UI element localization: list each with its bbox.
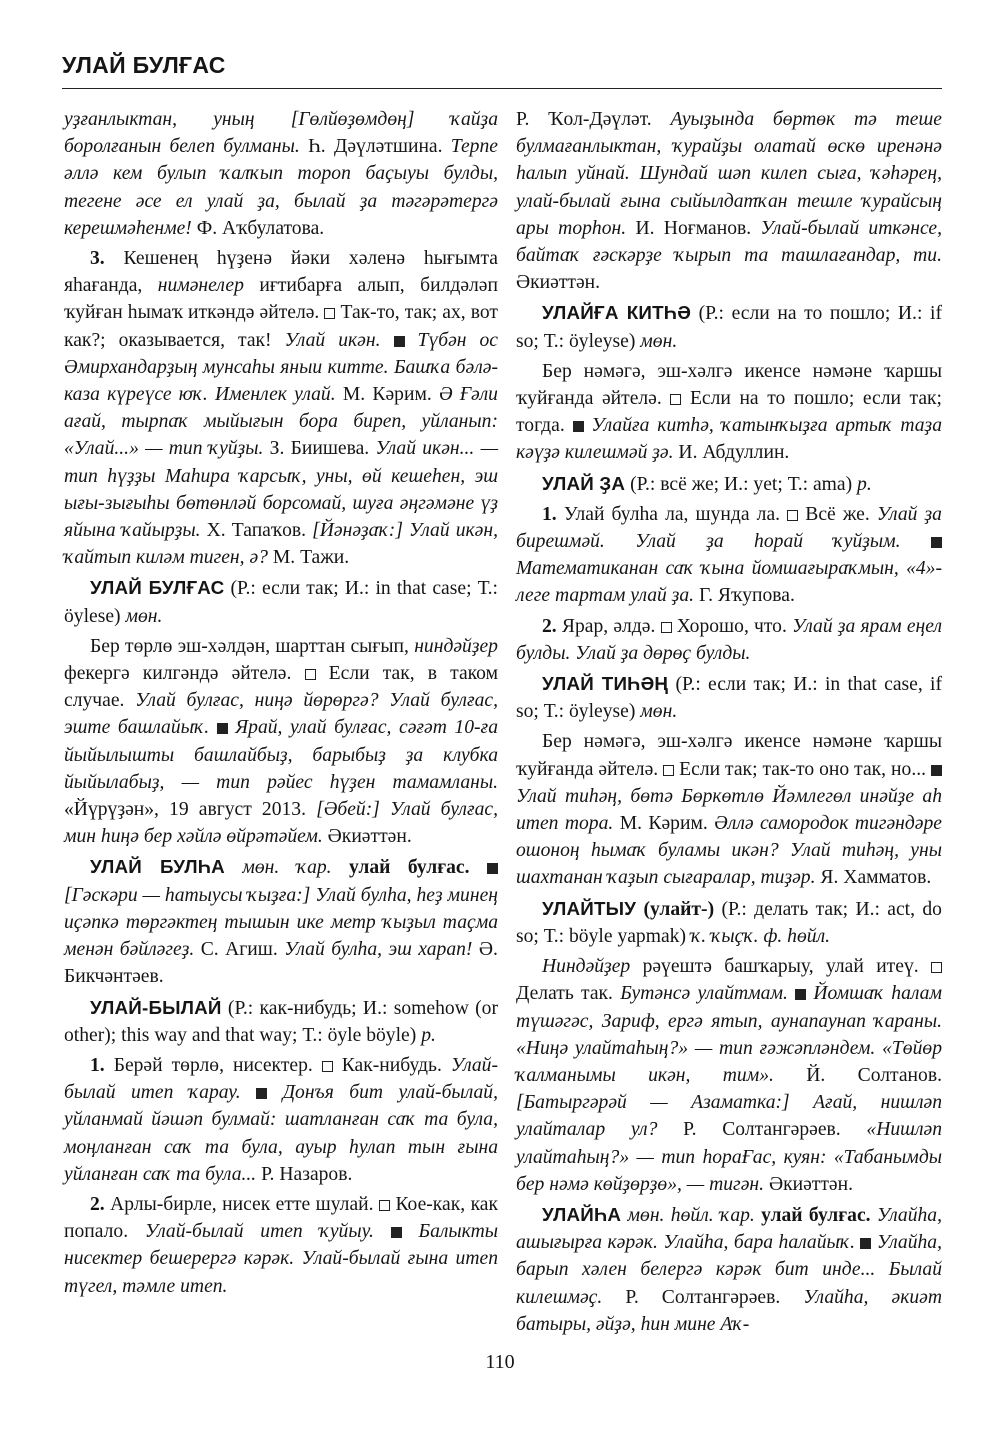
quote: Ә Ғәли ағай, тырпаҡ мыйығын бора биреп, уйланып: «Улай...» — тип ҡуйҙы. xyxy=(64,384,498,460)
quote: Улайға китһә, ҡатынҡыҙға артыҡ таҙа кәүҙә килешмәй ҙә. xyxy=(516,415,942,464)
part-of-speech: ҡ. ҡыҫҡ. ф. һөйл. xyxy=(690,925,831,947)
white-square-icon xyxy=(379,1194,390,1215)
author: «Йүрүҙән», 19 август 2013. xyxy=(64,799,306,821)
definition: Бер төрлө эш-хәлдән, шарттан сығып, xyxy=(90,635,409,657)
translation: Хорошо, что. xyxy=(676,615,787,637)
equivalents: (Р.: как-нибудь; И.: somehow (or other); this way and that way; Т.: öyle böyle) xyxy=(64,997,499,1046)
translation: Если на то пошло; если так; тогда. xyxy=(516,388,943,437)
author: М. Кәрим. xyxy=(342,384,432,406)
quote: Улай икән... — тип һүҙҙы Маһира ҡарсыҡ, уны, өй кешеһен, эш ығы-зығыһы бөтөнләй борсомай, шуға әңгәмәне үҙ яйына ҡайырҙы. xyxy=(64,438,498,542)
quote: Улай-былай иткәнсе, байтаҡ ғәскәрҙе ҡырып та ташлағандар, ти. xyxy=(516,217,942,267)
dictionary-entry xyxy=(516,470,942,498)
headword: УЛАЙ БУЛҺА xyxy=(90,856,225,878)
author: Ә. Бикчәнтәев. xyxy=(64,939,498,988)
headword: УЛАЙ БУЛҒАС xyxy=(90,577,225,599)
author: Әкиәттән. xyxy=(768,1173,853,1195)
author: Х. Тапаҡов. xyxy=(206,520,307,542)
author: Ф. Аҡбулатова. xyxy=(196,217,325,239)
cross-reference: улай булғас. xyxy=(761,1204,871,1226)
part-of-speech: р. xyxy=(421,1024,436,1046)
definition: Ярар, әлдә. xyxy=(561,615,656,637)
translation: Кое-как, как попало. xyxy=(64,1193,499,1243)
definition-paragraph xyxy=(64,633,498,851)
page-number: 110 xyxy=(485,1351,515,1373)
black-square-icon xyxy=(256,1082,267,1103)
black-square-icon xyxy=(795,983,806,1004)
definition-paragraph xyxy=(516,358,942,467)
author: Р. Солтангәрәев. xyxy=(625,1286,781,1308)
sense-paragraph xyxy=(64,1191,498,1300)
definition: Берәй төрлө, нисектер. xyxy=(113,1054,313,1076)
definition: Улай булһа ла, шунда ла. xyxy=(563,503,781,525)
quote: Математиканан саҡ ҡына йомшағыраҡмын, «4»-леге тартам улай ҙа. xyxy=(516,558,942,607)
author: М. Тажи. xyxy=(272,547,350,569)
quote: Йомшаҡ һалам түшәгәс, Зариф, ергә ятып, аунапаунап ҡараны. «Ниңә улайтаһың?» — тип ғәжәпләндем. «Төйөр ҡалманымы икән, тим». xyxy=(516,983,942,1086)
definition: Бер нәмәгә, эш-хәлгә икенсе нәмәне ҡаршы ҡуйғанда әйтелә. xyxy=(516,731,942,780)
sense-paragraph xyxy=(64,1052,498,1188)
italic-word: нимәнелер xyxy=(157,275,244,297)
sense-number: 2. xyxy=(90,1193,105,1215)
sense-number: 2. xyxy=(542,615,557,637)
dictionary-entry xyxy=(516,670,942,725)
sense-number: 1. xyxy=(90,1054,105,1076)
part-of-speech: мөн. һөйл. ҡар. xyxy=(627,1204,755,1226)
definition: Бер нәмәгә, эш-хәлгә икенсе нәмәне ҡаршы ҡуйғанда әйтелә. xyxy=(516,360,942,410)
black-square-icon xyxy=(217,717,228,738)
headword: УЛАЙТЫУ xyxy=(542,897,637,919)
dictionary-entry xyxy=(64,994,498,1049)
quote: Улай тиһәң, бөтә Бөркөтлө Йәмлегөл инәйҙе аһ итеп тора. xyxy=(516,785,942,835)
author: И. Абдуллин. xyxy=(678,442,790,464)
definition: рәүештә башҡарыу, улай итеү. xyxy=(642,956,919,978)
translation: Всё же. xyxy=(805,503,870,525)
part-of-speech: р. xyxy=(857,473,872,495)
example: Улай булғас, ниңә йөрөргә? Улай булғас, эште башлайыҡ. xyxy=(64,690,498,739)
quote: Әллә самородок тигәндәре ошоноң һымаҡ буламы икән? Улай тиһәң, уны шахтанан ҡаҙып сығаралар, тиҙәр. xyxy=(516,813,942,889)
quote: Улайһа, әкиәт батыры, әйҙә, һин мине Аҡ- xyxy=(516,1286,943,1335)
white-square-icon xyxy=(661,616,672,637)
dictionary-entry xyxy=(516,299,942,354)
author: Р. Солтангәрәев. xyxy=(683,1119,841,1141)
example: Улай икән. xyxy=(284,329,381,351)
equivalents: (Р.: делать так; И.: act, do so; Т.: böyle yapmak) xyxy=(516,898,942,947)
author: Г. Яҡупова. xyxy=(698,585,795,607)
equivalents: (Р.: если так; И.: in that case; Т.: öylese) xyxy=(64,578,498,627)
translation: Если так, в таком случае. xyxy=(64,663,498,712)
headword-stem: (улайт-) xyxy=(643,898,715,920)
black-square-icon xyxy=(573,415,584,436)
white-square-icon xyxy=(324,302,335,323)
example: Улай ҙа бирешмәй. Улай ҙа һорай ҡуйҙым. xyxy=(516,503,942,553)
quote: [Әбей:] Улай булғас, мин һиңә бер хәйлә өйрәтәйем. xyxy=(64,799,498,848)
sense-paragraph xyxy=(64,245,498,571)
italic-word: ниндәйҙер xyxy=(414,635,498,657)
definition-paragraph xyxy=(516,953,942,1198)
author: Р. Назаров. xyxy=(261,1163,353,1185)
example: Бутәнсә улайтмам. xyxy=(620,983,788,1005)
quote: Ярай, улай булғас, сәғәт 10-ға йыйылышты башлайбыҙ, барыбыҙ ҙа клубка йыйылабыҙ, — тип рәйес һүҙен тамамланы. xyxy=(64,717,498,793)
quote: [Батыргәрәй — Азаматка:] Ағай, нишләп улайталар ул? xyxy=(516,1092,942,1141)
dictionary-entry xyxy=(64,574,498,629)
equivalents: (Р.: если так; И.: in that case, if so; Т.: öyleyse) xyxy=(516,674,942,723)
part-of-speech: мөн. ҡар. xyxy=(242,857,332,879)
definition-paragraph xyxy=(516,728,942,891)
paragraph xyxy=(516,106,942,296)
part-of-speech: мөн. xyxy=(640,330,678,352)
white-square-icon xyxy=(787,504,798,525)
author: Я. Хамматов. xyxy=(820,867,932,889)
definition: Арлы-бирле, нисек етте шулай. xyxy=(110,1193,374,1215)
dictionary-entry xyxy=(516,1201,942,1338)
running-head: УЛАЙ БУЛҒАС xyxy=(62,52,226,78)
white-square-icon xyxy=(670,388,681,409)
author: З. Биишева. xyxy=(269,438,370,460)
headword: УЛАЙ-БЫЛАЙ xyxy=(90,996,222,1018)
headword: УЛАЙҒА КИТҺӘ xyxy=(542,302,692,324)
author: Һ. Дәүләтшина. xyxy=(308,136,443,158)
part-of-speech: мөн. xyxy=(125,605,163,627)
translation: Делать так. xyxy=(516,983,613,1005)
author: Әкиәттән. xyxy=(327,826,412,848)
left-column xyxy=(64,106,498,1303)
translation: Так-то, так; ах, вот как?; оказывается, так! xyxy=(64,302,498,351)
translation: Если так; так-то оно так, но... xyxy=(679,758,927,780)
white-square-icon xyxy=(322,1055,333,1076)
italic-word: Ниндәйҙер xyxy=(542,956,631,978)
quote: Донъя бит улай-былай, уйланмай йәшәп булмай: шатланған саҡ та була, моңланған саҡ та була, ауыр һулап тын ғына уйланған саҡ та була... xyxy=(64,1082,498,1185)
headword: УЛАЙ ТИҺӘҢ xyxy=(542,673,669,695)
example: Улайһа, ашығырға кәрәк. Улайһа, бара һалайыҡ. xyxy=(516,1204,942,1254)
black-square-icon xyxy=(394,330,405,351)
headword: УЛАЙ ҘА xyxy=(542,472,626,494)
dictionary-entry xyxy=(64,853,498,990)
example: Улай ҙа ярам еңел булды. Улай ҙа дөрөҫ булды. xyxy=(516,615,942,664)
definition: иғтибарға алып, билдәләп ҡуйған һымаҡ иткәндә әйтелә. xyxy=(64,275,498,324)
part-of-speech: мөн. xyxy=(640,701,678,723)
black-square-icon xyxy=(931,759,942,780)
black-square-icon xyxy=(860,1232,871,1253)
quote: Түбән ос Әмирхандарҙың мунсаһы яныи китте. Башҡа бәлә-каза күреүсе юҡ. Именлек улай. xyxy=(64,329,498,406)
author: Әкиәттән. xyxy=(516,272,601,294)
dictionary-entry xyxy=(516,895,942,950)
example: Улай-былай итеп ҡарау. xyxy=(64,1054,498,1104)
headword: УЛАЙҺА xyxy=(542,1203,622,1225)
author: Р. Ҡол-Дәүләт. xyxy=(516,109,652,130)
right-column xyxy=(516,106,942,1341)
black-square-icon xyxy=(487,857,498,878)
definition: фекергә килгәндә әйтелә. xyxy=(64,663,292,685)
definition: Кешенең һүҙенә йәки хәленә һығымта яһағанда, xyxy=(64,248,498,297)
white-square-icon xyxy=(931,956,942,977)
quote: Улайһа, барып хәлен белергә кәрәк бит инде... Былай килешмәҫ. xyxy=(516,1232,942,1308)
sense-paragraph xyxy=(516,501,942,610)
black-square-icon xyxy=(931,531,942,552)
cross-reference: улай булғас. xyxy=(349,857,470,879)
quote: Ауыҙында бөртөк тә теше булмағанлыктан, ҡурайҙы олатай өскө иренәнә һалып уйнай. Шундай шәп килеп сыға, ҡәһәрең, улай-былай ғына сыйылдатҡан тешле ҡурайсың ары торһон. xyxy=(516,109,942,239)
equivalents: (Р.: если на то пошло; И.: if so; Т.: öyleyse) xyxy=(516,303,942,352)
quote: уҙғанлыктан, уның [Гөлйөҙөмдөң] ҡайҙа боролғанын белеп булманы. xyxy=(64,109,498,158)
quote: «Нишләп улайтаһың?» — тип һораҒас, куян: «Табанымды бер нәмә көйҙөрҙө», — тигән. xyxy=(516,1119,942,1195)
paragraph xyxy=(64,106,498,242)
white-square-icon xyxy=(305,663,316,684)
equivalents: (Р.: всё же; И.: yet; Т.: ama) xyxy=(630,473,853,495)
white-square-icon xyxy=(663,759,674,780)
quote: Улай булһа, эш харап! xyxy=(284,939,473,961)
sense-paragraph xyxy=(516,613,942,667)
author: С. Агиш. xyxy=(200,939,278,961)
quote: Балыкты нисектер бешерергә кәрәк. Улай-былай ғына итеп түгел, тәмле итеп. xyxy=(64,1221,499,1297)
sense-number: 1. xyxy=(542,503,557,525)
author: И. Ноғманов. xyxy=(635,217,752,239)
quote: [Гәскәри — һатыусы ҡыҙға:] Улай булһа, һеҙ минең иҫәпкә төргәктең тышын ике метр ҡыҙыл таҫма менән бәйләгеҙ. xyxy=(64,884,498,961)
author: М. Кәрим. xyxy=(619,813,708,835)
translation: Как-нибудь. xyxy=(341,1054,442,1076)
author: Й. Солтанов. xyxy=(806,1064,942,1086)
quote: Терпе әллә кем булып ҡалҡып тороп баҫыуы булды, тегене әсе ел улай ҙа, былай ҙа тәгәрәтергә керешмәһенме! xyxy=(64,136,498,239)
example: Улай-былай итеп ҡуйыу. xyxy=(144,1221,374,1243)
black-square-icon xyxy=(391,1221,402,1242)
sense-number: 3. xyxy=(90,248,105,270)
header-rule xyxy=(62,88,942,89)
quote: [Йәнәҙаҡ:] Улай икән, ҡайтып киләм тиген, ә? xyxy=(64,520,498,569)
